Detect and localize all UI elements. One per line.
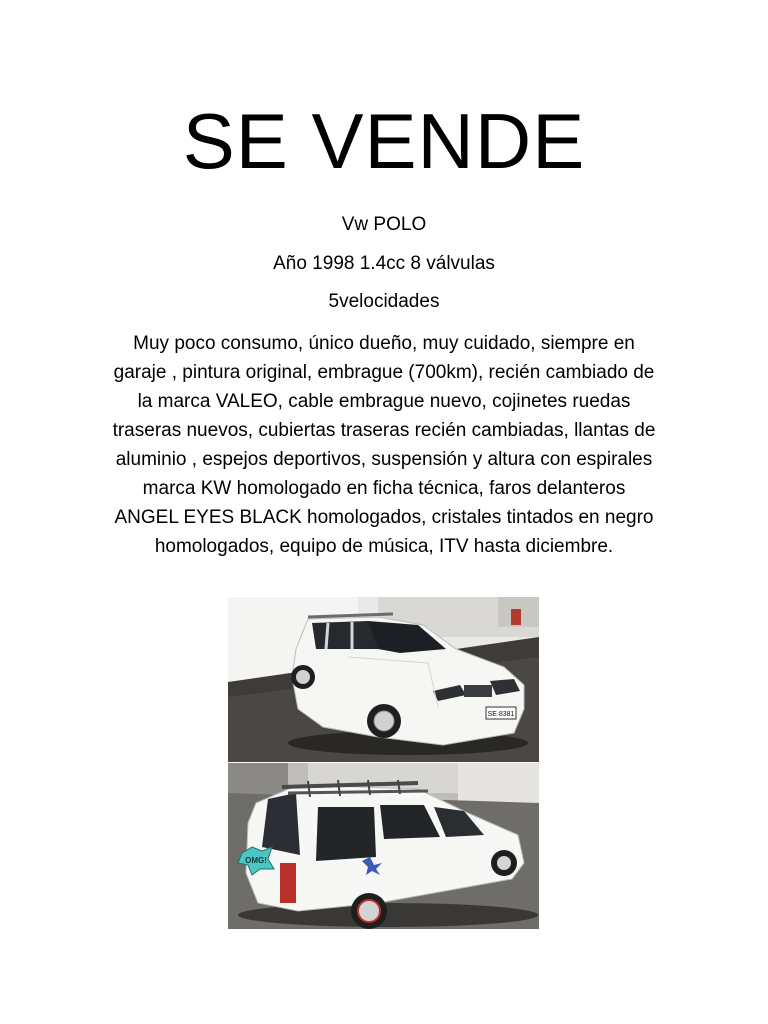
car-photo-rear (228, 763, 539, 929)
car-gearbox: 5velocidades (328, 291, 440, 312)
rear-sticker-text: OMG! (245, 856, 267, 865)
car-model: Vw POLO (341, 214, 427, 235)
car-description: Muy poco consumo, único dueño, muy cuidado, siempre en garaje , pintura original, embrague (700km), recién cambiado de la marca VALEO, cable embrague nuevo, cojinetes ruedas traseras nuevos, cubiertas traseras recién cambiadas, llantas de aluminio , espejos deportivos, suspensión y altura con espirales marca KW homologado en ficha técnica, faros delanteros ANGEL EYES BLACK homologados, cristales tintados en negro homologados, equipo de música, ITV hasta diciembre. (112, 333, 656, 557)
car-specs: Año 1998 1.4cc 8 válvulas (273, 253, 495, 274)
car-rear-illustration (228, 763, 539, 929)
car-front-illustration (228, 597, 539, 762)
car-photo-front (228, 597, 539, 762)
page-title: SE VENDE (182, 97, 586, 185)
front-plate-text: SE 8381 (487, 711, 515, 718)
